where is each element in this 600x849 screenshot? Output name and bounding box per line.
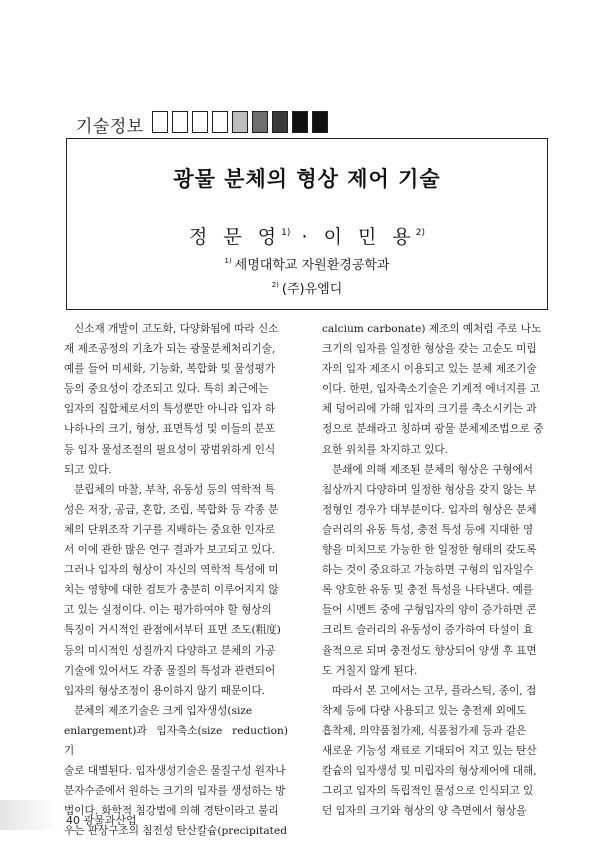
author-separator: · xyxy=(301,226,313,248)
title-box xyxy=(66,138,548,310)
decorative-square xyxy=(212,111,228,133)
affiliation-1-mark: 1) xyxy=(224,257,232,265)
decorative-squares xyxy=(152,111,328,133)
affiliation-2-mark: 2) xyxy=(271,281,279,289)
article-title: 광물 분체의 형상 제어 기술 xyxy=(173,167,441,191)
journal-name: 광물과산업 xyxy=(83,814,137,827)
decorative-square xyxy=(312,111,328,133)
author-2-mark: 2) xyxy=(415,228,425,238)
decorative-square xyxy=(192,111,208,133)
page-number: 40 xyxy=(66,814,80,827)
paragraph: 따라서 본 고에서는 고무, 플라스틱, 종이, 접 착제 등에 다량 사용되고 있는 충전제 외에도 흡착제, 의약품첨가제, 식품첨가제 등과 같은 새로운 기능성 재료로 기대되어 지고 있는 탄산 칼슘의 입자생성 및 미립자의 형상제어에 대해, 그리고 입자의 독립적인 물성으로 인식되고 있 던 입자의 크기와 형상의 양 측면에서 형상을 xyxy=(322,684,537,818)
paragraph: 분쇄에 의해 제조된 분체의 형상은 구형에서 침상까지 다양하며 일정한 형상을 갖지 않는 부 정형인 경우가 대부분이다. 입자의 형상은 분체 슬러리의 유동 특성, 충전 특성 등에 지대한 영 향을 미치므로 가능한 한 일정한 형태의 갖도록 하는 것이 중요하고 가능하면 구형의 입자일수 록 양호한 유동 및 충전 특성을 나타낸다. 예를 들어 시멘트 중에 구형입자의 양이 증가하면 콘 크리트 슬러리의 유동성이 증가하여 타설이 효 율적으로 되며 충전성도 향상되어 양생 후 표면 도 거칠지 않게 된다. xyxy=(322,463,537,677)
authors xyxy=(67,222,547,249)
page-footer xyxy=(66,812,137,828)
affiliation-2-text: (주)유엠디 xyxy=(281,282,343,297)
paragraph: 분체의 제조기술은 크게 입자생성(size enlargement)과 입자축소(size reduction) 기 술로 대별된다. 입자생성기술은 물질구성 원자나 분자수준에서 원하는 크기의 입자를 생성하는 방 법이다. 화학적 침강법에 의해 경탄이라고 불리 우는 판상구조의 침전성 탄산칼슘(precipitated xyxy=(64,704,288,838)
author-2: 이 민 용 xyxy=(323,226,416,248)
decorative-square xyxy=(232,111,248,133)
affiliation-1 xyxy=(67,254,547,273)
scan-shadow xyxy=(0,800,60,830)
paragraph: 분립체의 마찰, 부착, 유동성 등의 역학적 특 성은 저장, 공급, 혼합, 조립, 복합화 등 각종 분 체의 단위조작 기구를 지배하는 중요한 인자로 서 이에 관한 많은 연구 결과가 보고되고 있다. 그러나 입자의 형상이 자신의 역학적 특성에 미 치는 영향에 대한 검토가 충분히 이루어지지 않 고 있는 실정이다. 이는 평가하여야 할 형상의 특징이 거시적인 관점에서부터 표면 조도(粗度) 등의 미시적인 성질까지 다양하고 분체의 가공 기술에 있어서도 각종 물질의 특성과 관련되어 입자의 형상조정이 용이하지 않기 때문이다. xyxy=(64,483,281,697)
paragraph: 신소재 개발이 고도화, 다양화됨에 따라 신소 재 제조공정의 기초가 되는 광물분체처리기술, 예를 들어 미세화, 기능화, 복합화 및 물성평가 등의 중요성이 강조되고 있다. 특히 최근에는 입자의 집합체로서의 특성뿐만 아니라 입자 하 나하나의 크기, 형상, 표면특성 및 이들의 분포 등 입자 물성조절의 필요성이 광범위하게 인식 되고 있다. xyxy=(64,323,279,476)
affiliation-1-text: 세명대학교 자원환경공학과 xyxy=(234,258,390,273)
affiliation-2 xyxy=(67,278,547,297)
right-column xyxy=(322,319,546,821)
author-1-mark: 1) xyxy=(281,228,291,238)
author-1: 정 문 영 xyxy=(189,226,282,248)
decorative-square xyxy=(172,111,188,133)
decorative-square xyxy=(272,111,288,133)
section-label: 기술정보 xyxy=(76,117,144,137)
decorative-square xyxy=(252,111,268,133)
paragraph: calcium carbonate) 제조의 예처럼 주로 나노 크기의 입자를 일정한 형상을 갖는 고순도 미립 자의 입자 제조시 이용되고 있는 분체 제조기술 이다. 한편, 입자축소기술은 기계적 에너지를 고 체 덩어리에 가해 입자의 크기를 축소시키는 과 정으로 분쇄라고 칭하며 광물 분체제조법으로 중 요한 위치를 차지하고 있다. xyxy=(322,323,544,456)
left-column xyxy=(64,319,288,841)
decorative-square xyxy=(292,111,308,133)
decorative-square xyxy=(152,111,168,133)
